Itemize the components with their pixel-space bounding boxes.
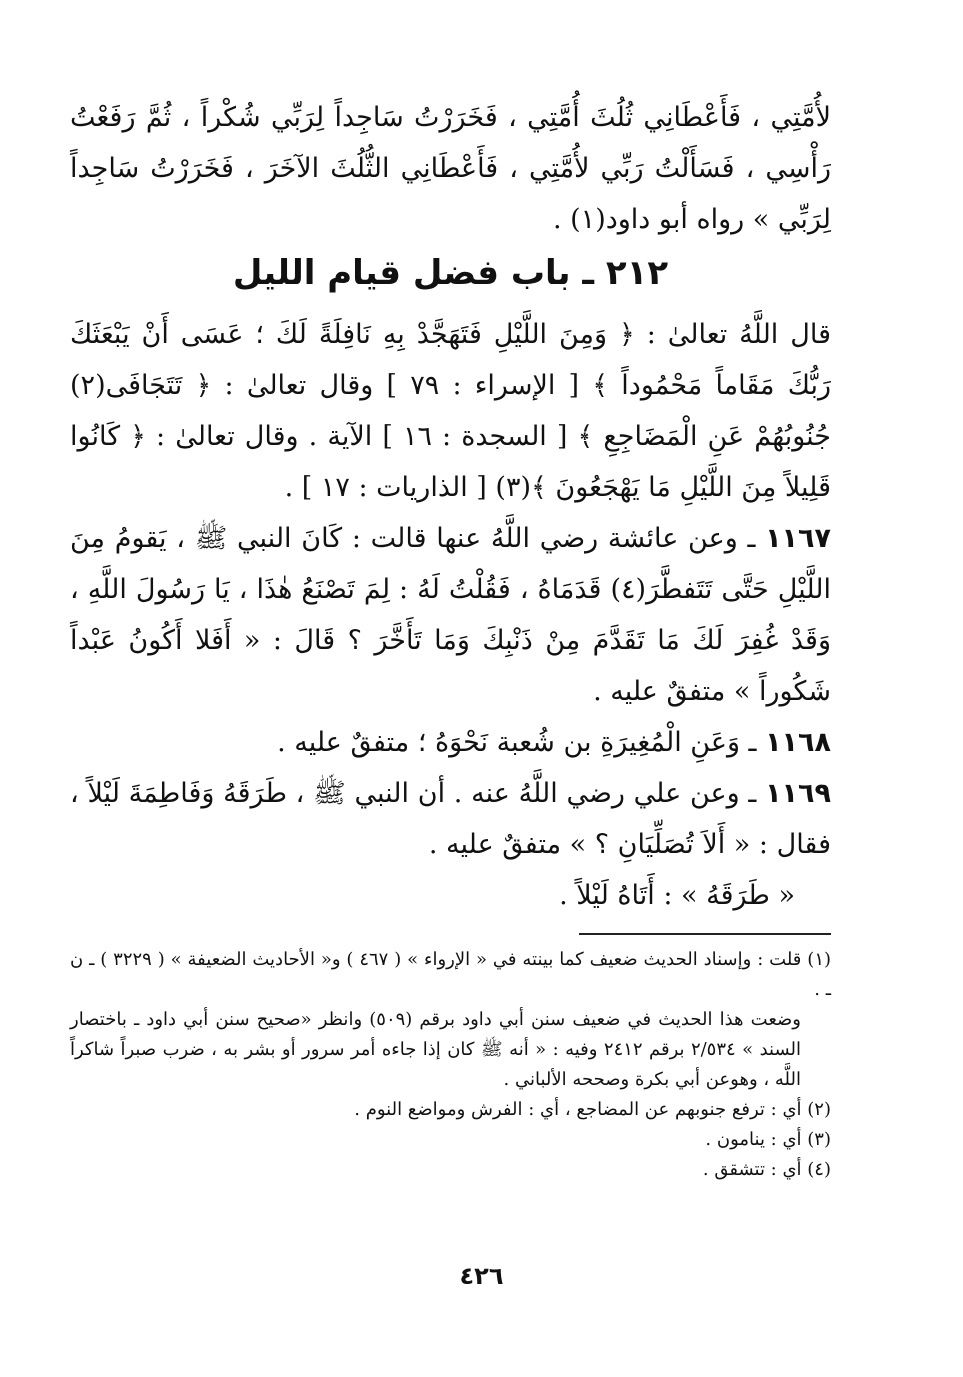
hadith-1169: [70, 768, 831, 870]
hadith-number: ١١٦٨: [765, 727, 831, 758]
intro-paragraph: لأُمَّتِي ، فَأَعْطَانِي ثُلُثَ أُمَّتِي ، فَخَرَرْتُ سَاجِداً لِرَبِّي شُكْراً ، ثُمَّ رَفَعْتُ رَأْسِي ، فَسَأَلْتُ رَبِّي لأُمَّتِي ، فَأَعْطَانِي الثُّلُثَ الآخَرَ ، فَخَرَرْتُ سَاجِداً لِرَبِّي » رواه أبو داود(١) .: [70, 102, 831, 235]
hadith-number: ١١٦٧: [765, 523, 831, 554]
gloss-line: « طَرَقَهُ » : أَتَاهُ لَيْلاً .: [559, 880, 795, 911]
footnotes: [70, 945, 831, 1185]
chapter-title: ٢١٢ ـ باب فضل قيام الليل: [232, 253, 669, 293]
verses-paragraph: قال اللَّهُ تعالىٰ : ﴿ وَمِنَ اللَّيْلِ فَتَهَجَّدْ بِهِ نَافِلَةً لَكَ ؛ عَسَى أَنْ يَبْعَثَكَ رَبُّكَ مَقَاماً مَحْمُوداً ﴾ [ الإسراء : ٧٩ ] وقال تعالىٰ : ﴿ تَتَجَافَى(٢) جُنُوبُهُمْ عَنِ الْمَضَاجِعِ ﴾ [ السجدة : ١٦ ] الآية . وقال تعالىٰ : ﴿ كَانُوا قَلِيلاً مِنَ اللَّيْلِ مَا يَهْجَعُونَ ﴾(٣) [ الذاريات : ١٧ ] .: [70, 319, 831, 503]
hadith-1168: [70, 717, 831, 768]
hadith-1167: [70, 513, 831, 717]
footnote-1: (١) قلت : وإسناد الحديث ضعيف كما بينته في « الإرواء » ( ٤٦٧ ) و« الأحاديث الضعيفة » ( ٣٢٢٩ ) ـ ن ـ .: [70, 949, 832, 1000]
hadith-number: ١١٦٩: [765, 778, 831, 809]
page-number: ٤٢٦: [459, 1262, 504, 1290]
main-text: [70, 92, 831, 921]
footnote-divider: [579, 933, 831, 935]
footnote-2: (٢) أي : ترفع جنوبهم عن المضاجع ، أي : الفرش ومواضع النوم .: [354, 1099, 831, 1120]
footnote-3: (٣) أي : ينامون .: [705, 1129, 831, 1150]
hadith-text: ـ وعن عائشة رضي اللَّهُ عنها قالت : كَانَ النبي ﷺ ، يَقومُ مِنَ اللَّيْلِ حَتَّى تَتَفطَّرَ(٤) قَدَمَاهُ ، فَقُلْتُ لَهُ : لِمَ تَصْنَعُ هٰذَا ، يَا رَسُولَ اللَّهِ ، وَقَدْ غُفِرَ لَكَ مَا تَقَدَّمَ مِنْ ذَنْبِكَ وَمَا تَأَخَّرَ ؟ قَالَ : « أَفَلا أَكُونُ عَبْداً شَكُوراً » متفقٌ عليه .: [70, 523, 831, 707]
hadith-text: ـ وَعَنِ الْمُغِيرَةِ بن شُعبة نَحْوَهُ ؛ متفقٌ عليه .: [277, 727, 757, 758]
footnote-1-continued: وضعت هذا الحديث في ضعيف سنن أبي داود برقم (٥٠٩) وانظر «صحيح سنن أبي داود ـ باختصار السند » ٢/٥٣٤ برقم ٢٤١٢ وفيه : « أنه ﷺ كان إذا جاءه أمر سرور أو بشر به ، ضرب صبراً شاكراً اللَّه ، وهوعن أبي بكرة وصححه الألباني .: [70, 1009, 801, 1090]
hadith-text: ـ وعن علي رضي اللَّهُ عنه . أن النبي ﷺ ، طَرَقَهُ وَفَاطِمَةَ لَيْلاً ، فقال : « أَلاَ تُصَلِّيَانِ ؟ » متفقٌ عليه .: [70, 778, 831, 860]
footnote-4: (٤) أي : تتشقق .: [702, 1159, 831, 1180]
